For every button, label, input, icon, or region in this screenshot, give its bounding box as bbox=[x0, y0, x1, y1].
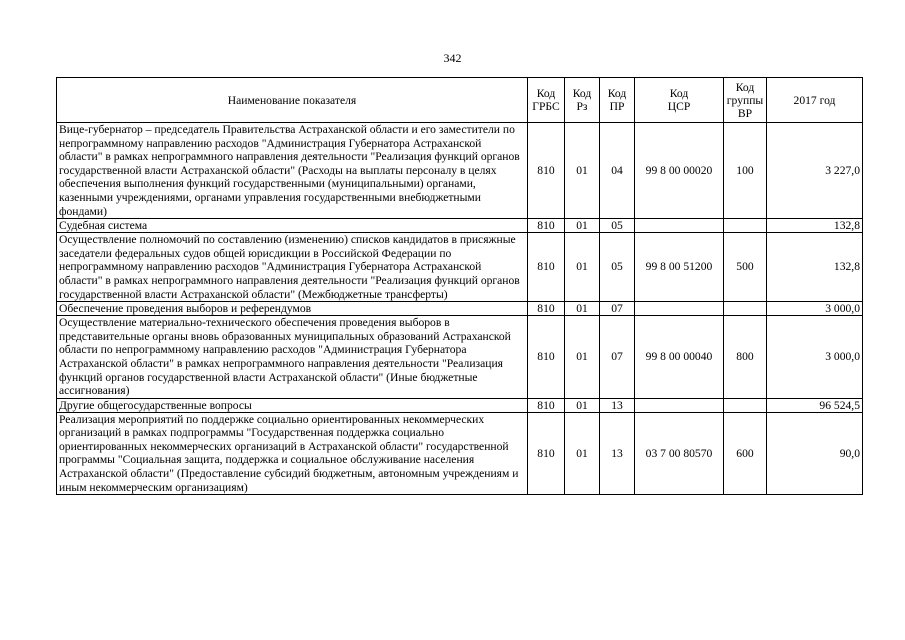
row-grbs: 810 bbox=[528, 412, 565, 495]
row-csr: 03 7 00 80570 bbox=[635, 412, 724, 495]
row-grbs: 810 bbox=[528, 398, 565, 412]
table-row-section bbox=[57, 302, 863, 316]
row-amount: 96 524,5 bbox=[767, 398, 863, 412]
row-vr bbox=[724, 302, 767, 316]
header-rz: Код Рз bbox=[565, 78, 600, 123]
header-year: 2017 год bbox=[767, 78, 863, 123]
table-row bbox=[57, 412, 863, 495]
header-vr: Код группы ВР bbox=[724, 78, 767, 123]
row-rz: 01 bbox=[565, 233, 600, 302]
row-name: Осуществление полномочий по составлению (изменению) списков кандидатов в присяжные заседатели федеральных судов общей юрисдикции в Российской Федерации по непрограммному направлению расходов "Администрация Губернатора Астраханской области" в рамках непрограммного направления деятельности "Реализация функций органов государственной власти Астраханской области" (Межбюджетные трансферты) bbox=[57, 233, 528, 302]
row-pr: 07 bbox=[600, 316, 635, 399]
row-csr bbox=[635, 302, 724, 316]
row-grbs: 810 bbox=[528, 316, 565, 399]
header-grbs: Код ГРБС bbox=[528, 78, 565, 123]
row-rz: 01 bbox=[565, 123, 600, 219]
row-rz: 01 bbox=[565, 219, 600, 233]
row-pr: 13 bbox=[600, 398, 635, 412]
row-amount: 3 000,0 bbox=[767, 302, 863, 316]
row-grbs: 810 bbox=[528, 123, 565, 219]
row-vr bbox=[724, 219, 767, 233]
table-row-section bbox=[57, 219, 863, 233]
row-pr: 04 bbox=[600, 123, 635, 219]
row-csr: 99 8 00 00040 bbox=[635, 316, 724, 399]
row-vr: 600 bbox=[724, 412, 767, 495]
row-pr: 13 bbox=[600, 412, 635, 495]
row-grbs: 810 bbox=[528, 302, 565, 316]
row-vr: 500 bbox=[724, 233, 767, 302]
row-rz: 01 bbox=[565, 302, 600, 316]
header-name: Наименование показателя bbox=[57, 78, 528, 123]
table-row bbox=[57, 316, 863, 399]
table-row bbox=[57, 123, 863, 219]
row-csr bbox=[635, 219, 724, 233]
row-name: Обеспечение проведения выборов и референдумов bbox=[57, 302, 528, 316]
header-pr: Код ПР bbox=[600, 78, 635, 123]
budget-table bbox=[56, 77, 863, 495]
row-name: Осуществление материально-технического обеспечения проведения выборов в представительные органы вновь образованных муниципальных образований Астраханской области по непрограммному направлению расходов "Администрация Губернатора Астраханской области" в рамках непрограммного направления деятельности "Реализация функций органов государственной власти Астраханской области" (Иные бюджетные ассигнования) bbox=[57, 316, 528, 399]
row-csr bbox=[635, 398, 724, 412]
row-grbs: 810 bbox=[528, 233, 565, 302]
row-rz: 01 bbox=[565, 316, 600, 399]
row-pr: 05 bbox=[600, 233, 635, 302]
row-vr bbox=[724, 398, 767, 412]
table-row-section bbox=[57, 398, 863, 412]
header-csr: Код ЦСР bbox=[635, 78, 724, 123]
row-name: Судебная система bbox=[57, 219, 528, 233]
row-amount: 132,8 bbox=[767, 233, 863, 302]
row-name: Вице-губернатор – председатель Правительства Астраханской области и его заместители по непрограммному направлению расходов "Администрация Губернатора Астраханской области" в рамках непрограммного направления деятельности "Реализация функций органов государственной власти Астраханской области" (Расходы на выплаты персоналу в целях обеспечения выполнения функций государственными (муниципальными) органами, казенными учреждениями, органами управления государственными внебюджетными фондами) bbox=[57, 123, 528, 219]
row-csr: 99 8 00 51200 bbox=[635, 233, 724, 302]
table-header-row bbox=[57, 78, 863, 123]
row-amount: 132,8 bbox=[767, 219, 863, 233]
table-row bbox=[57, 233, 863, 302]
row-name: Реализация мероприятий по поддержке социально ориентированных некоммерческих организаций в рамках подпрограммы "Государственная поддержка социально ориентированных некоммерческих организаций в Астраханской области" государственной программы "Социальная защита, поддержка и социальное обслуживание населения Астраханской области" (Предоставление субсидий бюджетным, автономным учреждениям и иным некоммерческим организациям) bbox=[57, 412, 528, 495]
row-vr: 100 bbox=[724, 123, 767, 219]
row-name: Другие общегосударственные вопросы bbox=[57, 398, 528, 412]
row-vr: 800 bbox=[724, 316, 767, 399]
row-rz: 01 bbox=[565, 398, 600, 412]
row-grbs: 810 bbox=[528, 219, 565, 233]
row-pr: 07 bbox=[600, 302, 635, 316]
page-number: 342 bbox=[443, 51, 462, 65]
row-amount: 90,0 bbox=[767, 412, 863, 495]
row-csr: 99 8 00 00020 bbox=[635, 123, 724, 219]
row-amount: 3 000,0 bbox=[767, 316, 863, 399]
row-rz: 01 bbox=[565, 412, 600, 495]
row-amount: 3 227,0 bbox=[767, 123, 863, 219]
row-pr: 05 bbox=[600, 219, 635, 233]
